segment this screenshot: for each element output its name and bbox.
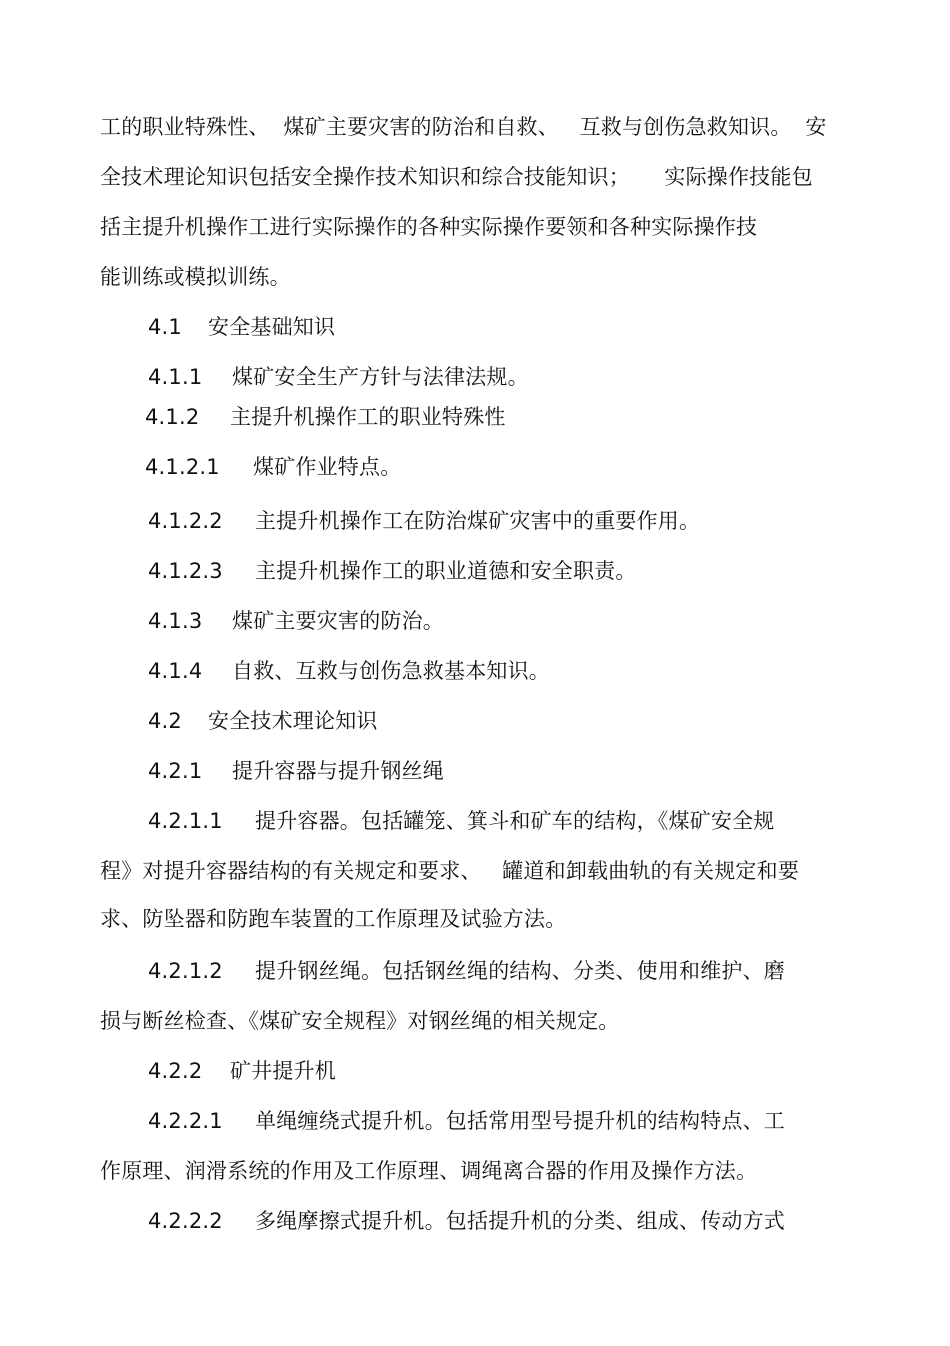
section-number: 4.1.2 — [145, 405, 200, 429]
paragraph-text: 工的职业特殊性、 煤矿主要灾害的防治和自救、 互救与创伤急救知识。 安 — [100, 115, 827, 139]
section-title: 煤矿安全生产方针与法律法规。 — [232, 365, 529, 389]
paragraph-text: 损与断丝检查、《煤矿安全规程》对钢丝绳的相关规定。 — [100, 1009, 620, 1033]
paragraph-text: 能训练或模拟训练。 — [100, 265, 291, 289]
paragraph-text: 求、防坠器和防跑车装置的工作原理及试验方法。 — [100, 907, 567, 931]
section-number: 4.1.2.2 — [148, 509, 223, 533]
section-number: 4.1 — [148, 315, 182, 339]
section-title: 主提升机操作工在防治煤矿灾害中的重要作用。 — [255, 509, 701, 533]
section-title: 主提升机操作工的职业道德和安全职责。 — [255, 559, 637, 583]
section-number: 4.1.2.1 — [145, 455, 220, 479]
section-title: 煤矿主要灾害的防治。 — [232, 609, 444, 633]
section-number: 4.1.1 — [148, 365, 203, 389]
section-title: 安全基础知识 — [208, 315, 336, 339]
section-title: 矿井提升机 — [230, 1059, 336, 1083]
section-number: 4.2.1 — [148, 759, 203, 783]
section-title: 提升钢丝绳。包括钢丝绳的结构、分类、使用和维护、磨 — [255, 959, 785, 983]
section-title: 安全技术理论知识 — [208, 709, 378, 733]
section-title: 多绳摩擦式提升机。包括提升机的分类、组成、传动方式 — [255, 1209, 785, 1233]
paragraph-text: 程》对提升容器结构的有关规定和要求、 罐道和卸载曲轨的有关规定和要 — [100, 859, 800, 883]
section-number: 4.1.4 — [148, 659, 203, 683]
paragraph-text: 作原理、润滑系统的作用及工作原理、调绳离合器的作用及操作方法。 — [100, 1159, 758, 1183]
section-number: 4.1.2.3 — [148, 559, 223, 583]
section-title: 主提升机操作工的职业特殊性 — [230, 405, 506, 429]
section-number: 4.2.2 — [148, 1059, 203, 1083]
section-number: 4.2.2.2 — [148, 1209, 223, 1233]
section-number: 4.2.2.1 — [148, 1109, 223, 1133]
paragraph-text: 括主提升机操作工进行实际操作的各种实际操作要领和各种实际操作技 — [100, 215, 758, 239]
section-number: 4.2.1.1 — [148, 809, 223, 833]
paragraph-text: 全技术理论知识包括安全操作技术知识和综合技能知识； 实际操作技能包 — [100, 165, 813, 189]
section-title: 煤矿作业特点。 — [253, 455, 402, 479]
section-title: 提升容器。包括罐笼、箕斗和矿车的结构，《煤矿安全规 — [255, 809, 775, 833]
section-number: 4.2 — [148, 709, 182, 733]
section-number: 4.2.1.2 — [148, 959, 223, 983]
section-number: 4.1.3 — [148, 609, 203, 633]
section-title: 提升容器与提升钢丝绳 — [232, 759, 444, 783]
section-title: 自救、互救与创伤急救基本知识。 — [232, 659, 550, 683]
section-title: 单绳缠绕式提升机。包括常用型号提升机的结构特点、工 — [255, 1109, 785, 1133]
